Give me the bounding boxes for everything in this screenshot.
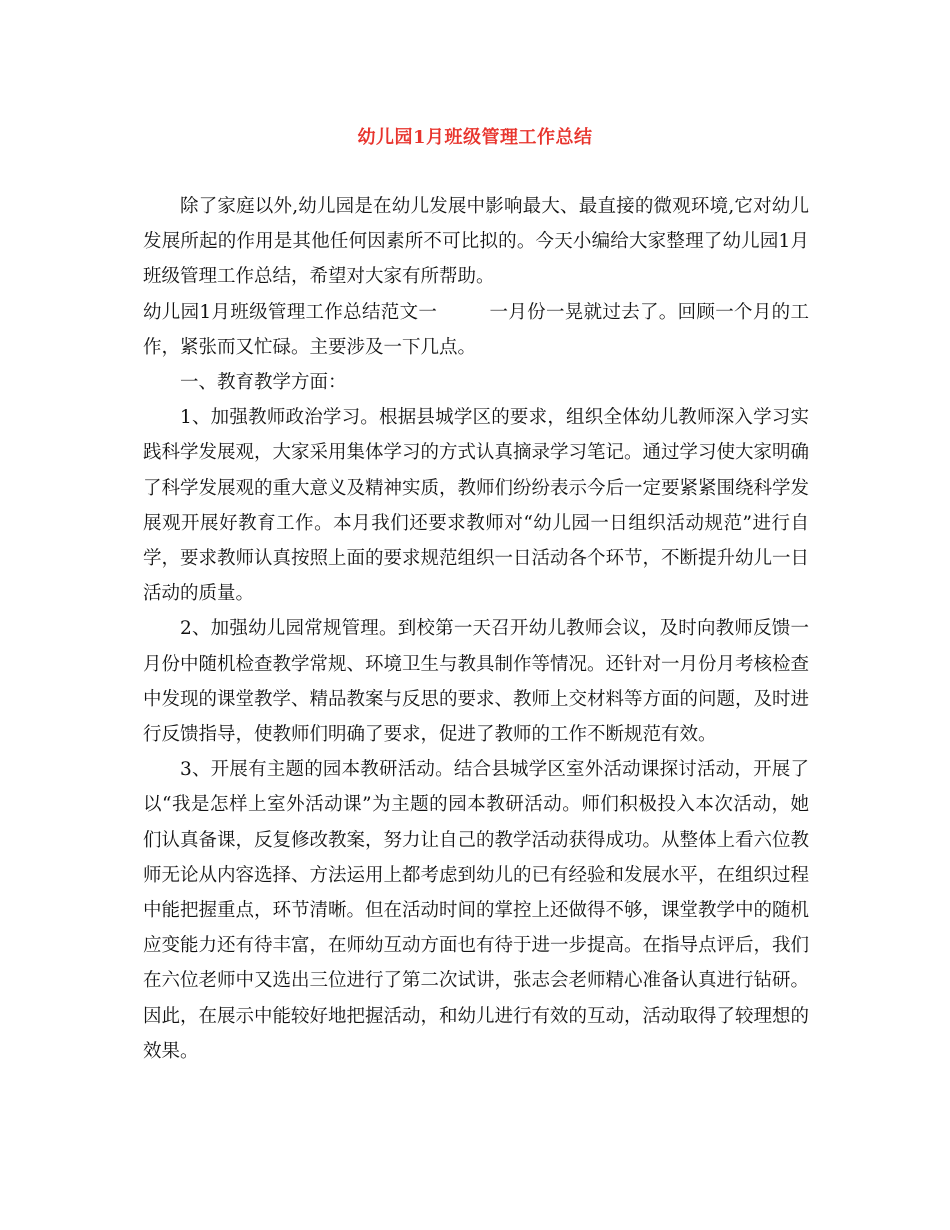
section1-heading: 一、教育教学方面： [180, 372, 347, 394]
document-body [143, 189, 809, 1069]
sample-paragraph [143, 295, 809, 365]
item2-paragraph: 2、加强幼儿园常规管理。到校第一天召开幼儿教师会议，及时向教师反馈一月份中随机检查教学常规、环境卫生与教具制作等情况。还针对一月份月考核检查中发现的课堂教学、精品教案与反思的要求、教师上交材料等方面的问题，及时进行反馈指导，使教师们明确了要求，促进了教师的工作不断规范有效。 [143, 618, 810, 746]
intro-paragraph: 除了家庭以外,幼儿园是在幼儿发展中影响最大、最直接的微观环境,它对幼儿发展所起的作用是其他任何因素所不可比拟的。今天小编给大家整理了幼儿园1月班级管理工作总结，希望对大家有所帮助。 [143, 196, 809, 288]
item3-paragraph: 3、开展有主题的园本教研活动。结合县城学区室外活动课探讨活动，开展了以“我是怎样上室外活动课”为主题的园本教研活动。师们积极投入本次活动，她们认真备课，反复修改教案，努力让自己的教学活动获得成功。从整体上看六位教师无论从内容选择、方法运用上都考虑到幼儿的已有经验和发展水平，在组织过程中能把握重点，环节清晰。但在活动时间的掌控上还做得不够，课堂教学中的随机应变能力还有待丰富，在师幼互动方面也有待于进一步提高。在指导点评后，我们在六位老师中又选出三位进行了第二次试讲，张志会老师精心准备认真进行钻研。因此，在展示中能较好地把握活动，和幼儿进行有效的互动，活动取得了较理想的效果。 [143, 759, 810, 1062]
sample-lead: 一月份一晃就过去了。回顾一个月的工作，紧张而又忙碌。主要涉及一下几点。 [143, 301, 809, 358]
page-title: 幼儿园1月班级管理工作总结 [357, 127, 593, 148]
item1-paragraph: 1、加强教师政治学习。根据县城学区的要求，组织全体幼儿教师深入学习实践科学发展观，大家采用集体学习的方式认真摘录学习笔记。通过学习使大家明确了科学发展观的重大意义及精神实质，教师们纷纷表示今后一定要紧紧围绕科学发展观开展好教育工作。本月我们还要求教师对“幼儿园一日组织活动规范”进行自学，要求教师认真按照上面的要求规范组织一日活动各个环节，不断提升幼儿一日活动的质量。 [143, 407, 810, 605]
sample-heading: 幼儿园1月班级管理工作总结范文一 [143, 301, 438, 323]
